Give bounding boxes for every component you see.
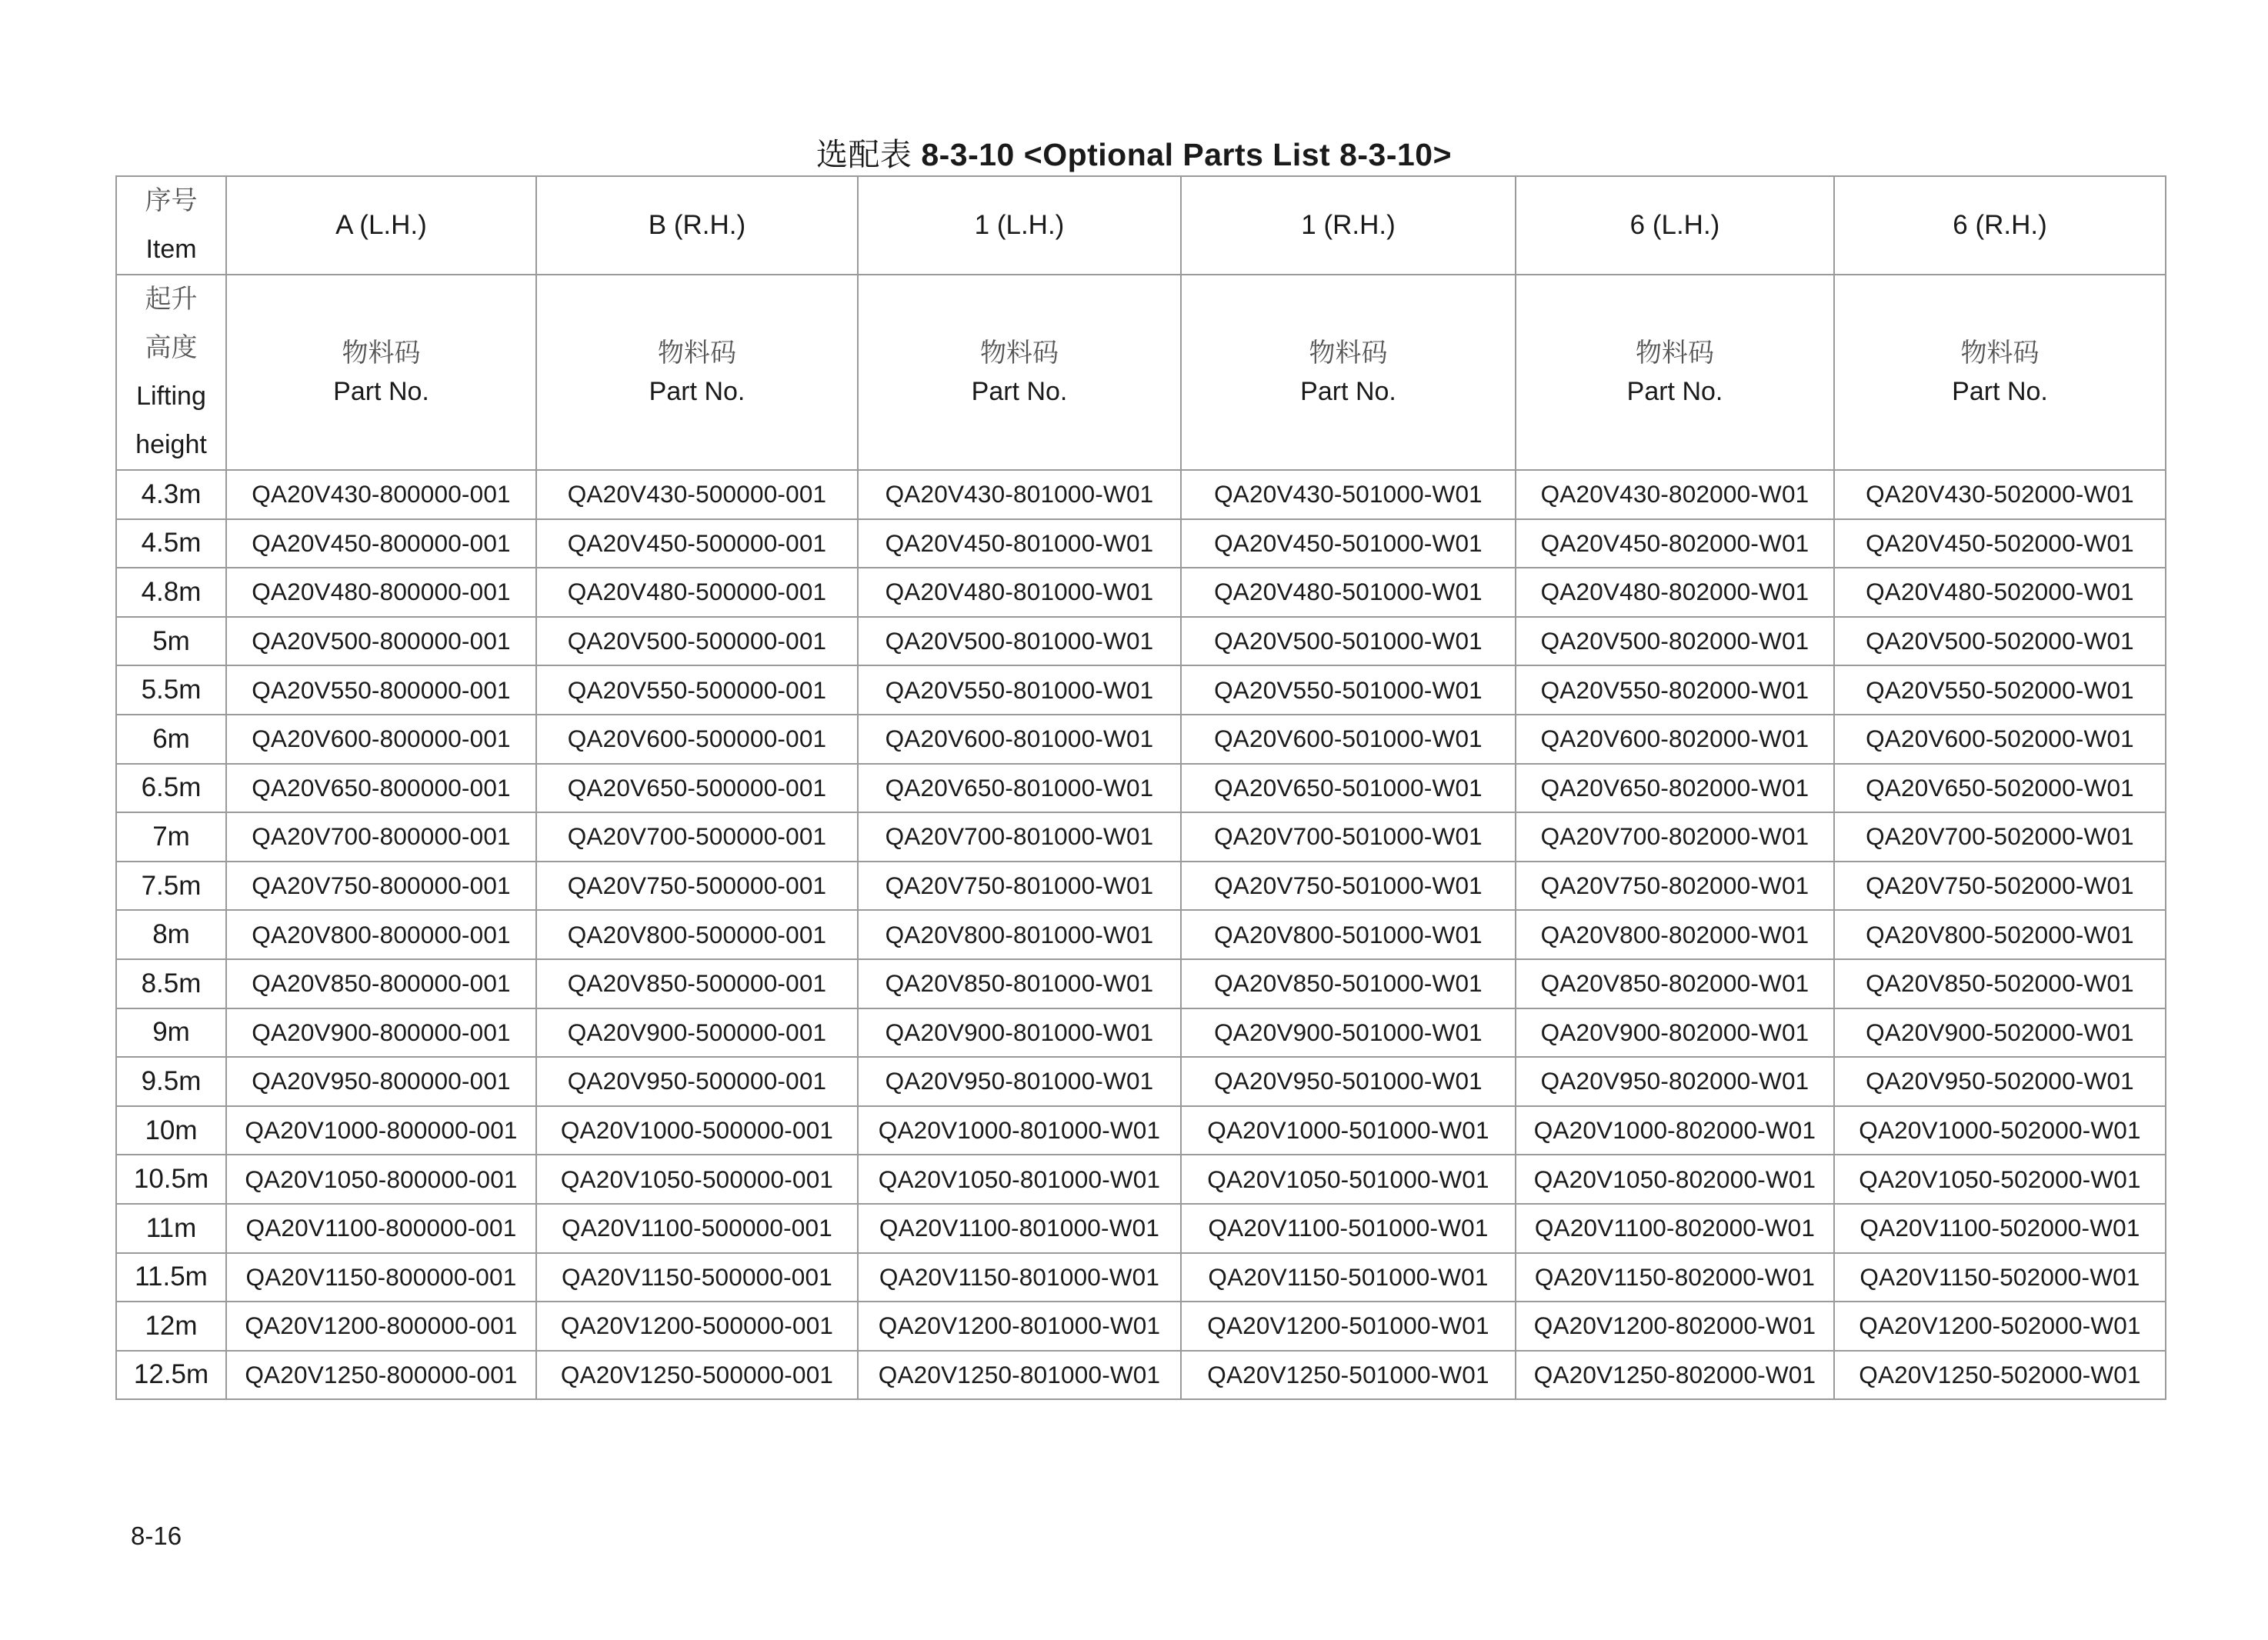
part-number-cell: QA20V1050-802000-W01	[1516, 1155, 1834, 1204]
part-number-cell: QA20V700-501000-W01	[1181, 812, 1516, 862]
part-number-cell: QA20V1000-500000-001	[536, 1106, 858, 1155]
part-number-cell: QA20V550-801000-W01	[858, 665, 1181, 715]
lifting-height-cell: 8m	[116, 910, 226, 959]
part-number-cell: QA20V430-801000-W01	[858, 470, 1181, 519]
table-row	[116, 764, 2166, 813]
lifting-height-cell: 4.8m	[116, 568, 226, 617]
part-number-cell: QA20V500-802000-W01	[1516, 617, 1834, 666]
part-no-header	[1834, 275, 2166, 470]
part-number-cell: QA20V1100-500000-001	[536, 1204, 858, 1253]
part-number-cell: QA20V1200-802000-W01	[1516, 1302, 1834, 1351]
table-row	[116, 470, 2166, 519]
part-number-cell: QA20V700-801000-W01	[858, 812, 1181, 862]
part-number-cell: QA20V1250-502000-W01	[1834, 1351, 2166, 1400]
part-number-cell: QA20V600-500000-001	[536, 715, 858, 764]
lifting-height-cell: 5m	[116, 617, 226, 666]
table-row	[116, 617, 2166, 666]
part-number-cell: QA20V600-502000-W01	[1834, 715, 2166, 764]
part-number-cell: QA20V1050-502000-W01	[1834, 1155, 2166, 1204]
part-number-cell: QA20V500-801000-W01	[858, 617, 1181, 666]
part-number-cell: QA20V1200-502000-W01	[1834, 1302, 2166, 1351]
part-number-cell: QA20V600-801000-W01	[858, 715, 1181, 764]
part-number-cell: QA20V430-800000-001	[226, 470, 536, 519]
part-number-cell: QA20V1250-801000-W01	[858, 1351, 1181, 1400]
part-number-cell: QA20V450-802000-W01	[1516, 519, 1834, 568]
page-number: 8-16	[131, 1522, 182, 1550]
table-row	[116, 519, 2166, 568]
column-header: 6 (R.H.)	[1834, 176, 2166, 275]
part-number-cell: QA20V750-801000-W01	[858, 862, 1181, 911]
part-en: Part No.	[333, 377, 429, 406]
part-number-cell: QA20V1150-501000-W01	[1181, 1253, 1516, 1302]
part-cn: 物料码	[1309, 338, 1388, 368]
part-number-cell: QA20V450-500000-001	[536, 519, 858, 568]
part-number-cell: QA20V750-500000-001	[536, 862, 858, 911]
part-number-cell: QA20V800-502000-W01	[1834, 910, 2166, 959]
table-row	[116, 959, 2166, 1008]
table-row	[116, 1008, 2166, 1058]
table-row	[116, 812, 2166, 862]
part-number-cell: QA20V1100-801000-W01	[858, 1204, 1181, 1253]
part-number-cell: QA20V800-501000-W01	[1181, 910, 1516, 959]
table-row	[116, 1204, 2166, 1253]
lifting-height-cell: 7.5m	[116, 862, 226, 911]
part-number-cell: QA20V430-500000-001	[536, 470, 858, 519]
part-number-cell: QA20V950-801000-W01	[858, 1057, 1181, 1106]
table-row	[116, 1155, 2166, 1204]
part-number-cell: QA20V700-802000-W01	[1516, 812, 1834, 862]
part-number-cell: QA20V1100-502000-W01	[1834, 1204, 2166, 1253]
part-number-cell: QA20V500-501000-W01	[1181, 617, 1516, 666]
part-number-cell: QA20V550-501000-W01	[1181, 665, 1516, 715]
part-number-cell: QA20V480-502000-W01	[1834, 568, 2166, 617]
part-number-cell: QA20V650-801000-W01	[858, 764, 1181, 813]
item-header-cn: 序号	[145, 186, 198, 215]
column-header: 1 (R.H.)	[1181, 176, 1516, 275]
part-number-cell: QA20V650-501000-W01	[1181, 764, 1516, 813]
title-en: 8-3-10 <Optional Parts List 8-3-10>	[921, 137, 1453, 172]
table-row	[116, 1106, 2166, 1155]
part-en: Part No.	[971, 377, 1068, 406]
part-number-cell: QA20V1200-501000-W01	[1181, 1302, 1516, 1351]
part-cn: 物料码	[1636, 338, 1714, 368]
part-number-cell: QA20V1000-502000-W01	[1834, 1106, 2166, 1155]
lifting-height-cell: 9m	[116, 1008, 226, 1058]
lift-cn-1: 起升	[145, 285, 198, 314]
table-row	[116, 1253, 2166, 1302]
table-row	[116, 1351, 2166, 1400]
part-number-cell: QA20V480-800000-001	[226, 568, 536, 617]
part-number-cell: QA20V1050-501000-W01	[1181, 1155, 1516, 1204]
item-header	[116, 176, 226, 275]
part-number-cell: QA20V500-500000-001	[536, 617, 858, 666]
part-number-cell: QA20V1200-801000-W01	[858, 1302, 1181, 1351]
part-number-cell: QA20V750-800000-001	[226, 862, 536, 911]
part-number-cell: QA20V950-502000-W01	[1834, 1057, 2166, 1106]
part-number-cell: QA20V480-802000-W01	[1516, 568, 1834, 617]
lifting-height-cell: 4.3m	[116, 470, 226, 519]
lifting-height-cell: 6m	[116, 715, 226, 764]
part-number-cell: QA20V550-500000-001	[536, 665, 858, 715]
part-number-cell: QA20V800-500000-001	[536, 910, 858, 959]
part-number-cell: QA20V500-800000-001	[226, 617, 536, 666]
part-number-cell: QA20V1200-500000-001	[536, 1302, 858, 1351]
part-number-cell: QA20V430-802000-W01	[1516, 470, 1834, 519]
table-row	[116, 665, 2166, 715]
part-no-header	[1516, 275, 1834, 470]
table-header-row	[116, 176, 2166, 275]
part-number-cell: QA20V650-802000-W01	[1516, 764, 1834, 813]
part-cn: 物料码	[980, 338, 1059, 368]
part-en: Part No.	[649, 377, 745, 406]
lifting-height-cell: 9.5m	[116, 1057, 226, 1106]
column-header: A (L.H.)	[226, 176, 536, 275]
part-number-cell: QA20V450-501000-W01	[1181, 519, 1516, 568]
part-number-cell: QA20V450-502000-W01	[1834, 519, 2166, 568]
part-number-cell: QA20V950-800000-001	[226, 1057, 536, 1106]
part-number-cell: QA20V950-802000-W01	[1516, 1057, 1834, 1106]
part-number-cell: QA20V550-802000-W01	[1516, 665, 1834, 715]
part-cn: 物料码	[658, 338, 736, 368]
part-number-cell: QA20V1250-802000-W01	[1516, 1351, 1834, 1400]
part-number-cell: QA20V1050-500000-001	[536, 1155, 858, 1204]
part-number-cell: QA20V950-500000-001	[536, 1057, 858, 1106]
part-number-cell: QA20V450-801000-W01	[858, 519, 1181, 568]
part-number-cell: QA20V1250-800000-001	[226, 1351, 536, 1400]
part-number-cell: QA20V430-501000-W01	[1181, 470, 1516, 519]
part-number-cell: QA20V900-800000-001	[226, 1008, 536, 1058]
part-number-cell: QA20V1100-802000-W01	[1516, 1204, 1834, 1253]
part-number-cell: QA20V650-502000-W01	[1834, 764, 2166, 813]
lifting-height-cell: 6.5m	[116, 764, 226, 813]
part-number-cell: QA20V480-501000-W01	[1181, 568, 1516, 617]
lifting-height-header	[116, 275, 226, 470]
lift-en-2: height	[135, 430, 207, 459]
lifting-height-cell: 11.5m	[116, 1253, 226, 1302]
lift-cn-2: 高度	[145, 333, 198, 362]
part-number-cell: QA20V600-800000-001	[226, 715, 536, 764]
part-number-cell: QA20V1150-500000-001	[536, 1253, 858, 1302]
part-number-cell: QA20V1050-800000-001	[226, 1155, 536, 1204]
table-row	[116, 862, 2166, 911]
part-number-cell: QA20V850-501000-W01	[1181, 959, 1516, 1008]
optional-parts-table	[115, 175, 2166, 1400]
part-number-cell: QA20V850-502000-W01	[1834, 959, 2166, 1008]
title-cn: 选配表	[815, 137, 912, 172]
lifting-height-cell: 10m	[116, 1106, 226, 1155]
part-en: Part No.	[1626, 377, 1723, 406]
part-cn: 物料码	[1960, 338, 2040, 368]
part-number-cell: QA20V1250-501000-W01	[1181, 1351, 1516, 1400]
part-number-cell: QA20V850-500000-001	[536, 959, 858, 1008]
part-number-cell: QA20V900-802000-W01	[1516, 1008, 1834, 1058]
part-en: Part No.	[1952, 377, 2048, 406]
part-number-cell: QA20V1000-802000-W01	[1516, 1106, 1834, 1155]
lifting-height-cell: 8.5m	[116, 959, 226, 1008]
part-number-cell: QA20V800-802000-W01	[1516, 910, 1834, 959]
lifting-height-cell: 12m	[116, 1302, 226, 1351]
part-number-cell: QA20V1000-501000-W01	[1181, 1106, 1516, 1155]
part-number-cell: QA20V850-800000-001	[226, 959, 536, 1008]
part-number-cell: QA20V800-800000-001	[226, 910, 536, 959]
part-no-header	[536, 275, 858, 470]
part-number-cell: QA20V900-500000-001	[536, 1008, 858, 1058]
part-number-cell: QA20V900-801000-W01	[858, 1008, 1181, 1058]
part-number-cell: QA20V650-500000-001	[536, 764, 858, 813]
lifting-height-cell: 10.5m	[116, 1155, 226, 1204]
lifting-height-cell: 4.5m	[116, 519, 226, 568]
lifting-height-cell: 12.5m	[116, 1351, 226, 1400]
part-number-cell: QA20V750-501000-W01	[1181, 862, 1516, 911]
lifting-height-cell: 5.5m	[116, 665, 226, 715]
part-no-header	[858, 275, 1181, 470]
item-header-en: Item	[145, 235, 197, 264]
column-header: B (R.H.)	[536, 176, 858, 275]
lift-en-1: Lifting	[136, 382, 206, 411]
part-number-cell: QA20V1100-800000-001	[226, 1204, 536, 1253]
part-number-cell: QA20V850-801000-W01	[858, 959, 1181, 1008]
part-number-cell: QA20V1150-502000-W01	[1834, 1253, 2166, 1302]
table-row	[116, 568, 2166, 617]
part-number-cell: QA20V1150-802000-W01	[1516, 1253, 1834, 1302]
part-number-cell: QA20V700-800000-001	[226, 812, 536, 862]
part-number-cell: QA20V450-800000-001	[226, 519, 536, 568]
part-number-cell: QA20V600-802000-W01	[1516, 715, 1834, 764]
part-en: Part No.	[1300, 377, 1396, 406]
part-number-cell: QA20V1000-800000-001	[226, 1106, 536, 1155]
lifting-height-cell: 7m	[116, 812, 226, 862]
part-number-cell: QA20V430-502000-W01	[1834, 470, 2166, 519]
column-header: 1 (L.H.)	[858, 176, 1181, 275]
part-cn: 物料码	[342, 338, 421, 368]
part-number-cell: QA20V500-502000-W01	[1834, 617, 2166, 666]
table-row	[116, 910, 2166, 959]
part-number-cell: QA20V650-800000-001	[226, 764, 536, 813]
table-row	[116, 715, 2166, 764]
part-number-cell: QA20V1150-801000-W01	[858, 1253, 1181, 1302]
part-number-cell: QA20V1200-800000-001	[226, 1302, 536, 1351]
part-number-cell: QA20V800-801000-W01	[858, 910, 1181, 959]
table-subheader-row	[116, 275, 2166, 470]
part-number-cell: QA20V1050-801000-W01	[858, 1155, 1181, 1204]
part-number-cell: QA20V950-501000-W01	[1181, 1057, 1516, 1106]
part-no-header	[226, 275, 536, 470]
part-number-cell: QA20V700-500000-001	[536, 812, 858, 862]
part-number-cell: QA20V700-502000-W01	[1834, 812, 2166, 862]
part-number-cell: QA20V480-500000-001	[536, 568, 858, 617]
page-title	[0, 129, 2268, 175]
part-number-cell: QA20V550-502000-W01	[1834, 665, 2166, 715]
part-number-cell: QA20V1250-500000-001	[536, 1351, 858, 1400]
part-number-cell: QA20V480-801000-W01	[858, 568, 1181, 617]
part-number-cell: QA20V1150-800000-001	[226, 1253, 536, 1302]
part-number-cell: QA20V1000-801000-W01	[858, 1106, 1181, 1155]
part-number-cell: QA20V600-501000-W01	[1181, 715, 1516, 764]
table-row	[116, 1302, 2166, 1351]
part-number-cell: QA20V750-802000-W01	[1516, 862, 1834, 911]
part-number-cell: QA20V900-501000-W01	[1181, 1008, 1516, 1058]
column-header: 6 (L.H.)	[1516, 176, 1834, 275]
part-number-cell: QA20V1100-501000-W01	[1181, 1204, 1516, 1253]
part-number-cell: QA20V750-502000-W01	[1834, 862, 2166, 911]
part-number-cell: QA20V550-800000-001	[226, 665, 536, 715]
part-number-cell: QA20V900-502000-W01	[1834, 1008, 2166, 1058]
part-no-header	[1181, 275, 1516, 470]
table-row	[116, 1057, 2166, 1106]
lifting-height-cell: 11m	[116, 1204, 226, 1253]
part-number-cell: QA20V850-802000-W01	[1516, 959, 1834, 1008]
